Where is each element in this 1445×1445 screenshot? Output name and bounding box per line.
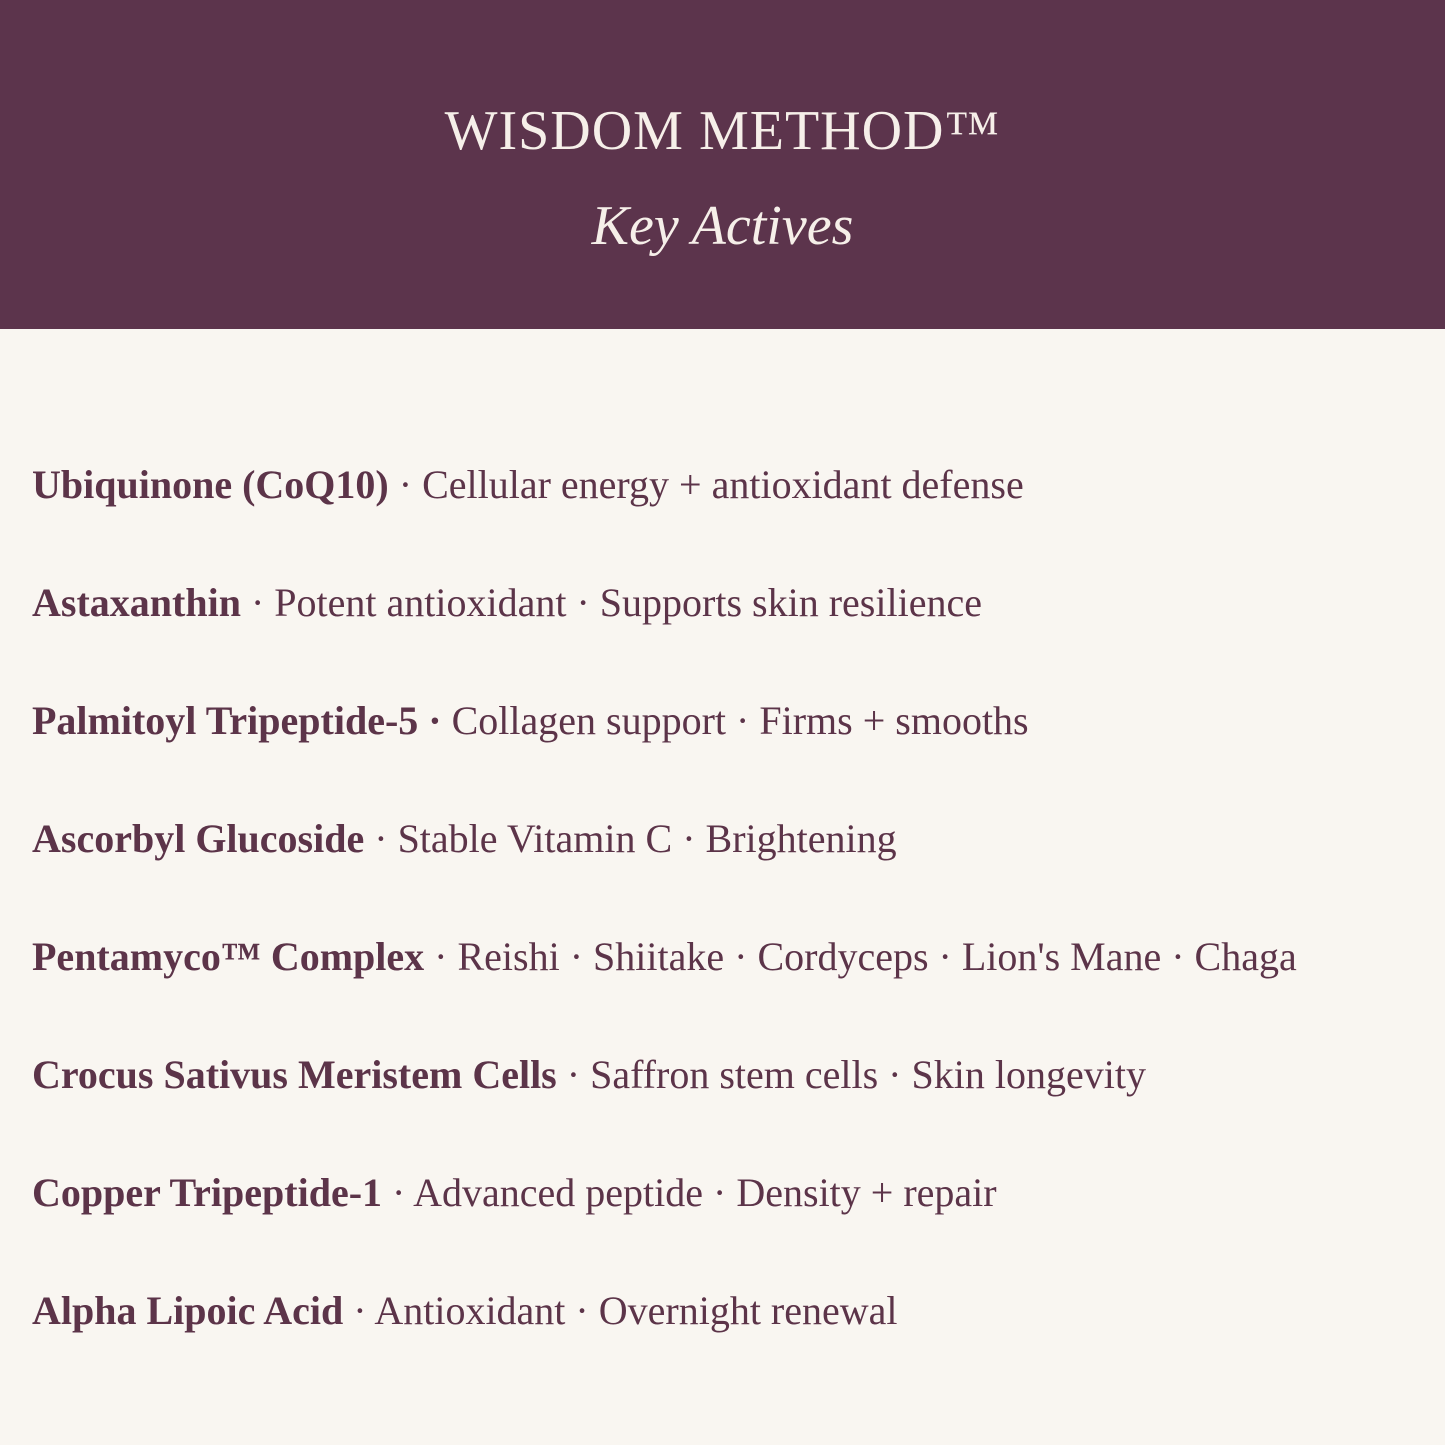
active-separator [442, 698, 452, 743]
active-separator: · [240, 580, 275, 625]
active-separator: · [388, 462, 423, 507]
active-separator: · [343, 1288, 375, 1333]
active-description: Advanced peptide · Density + repair [413, 1170, 997, 1215]
active-separator: · [424, 934, 458, 979]
active-name: Copper Tripeptide-1 [32, 1170, 383, 1215]
active-item-copper-tripeptide [32, 1164, 1422, 1282]
active-name: Ubiquinone (CoQ10) [32, 462, 389, 507]
active-description: Collagen support · Firms + smooths [451, 698, 1029, 743]
header-banner [0, 0, 1445, 329]
active-description: Cellular energy + antioxidant defense [422, 462, 1024, 507]
active-item-alpha-lipoic-acid [32, 1282, 1422, 1400]
active-description: Potent antioxidant · Supports skin resilience [274, 580, 982, 625]
active-name: Pentamyco™ Complex [32, 934, 425, 979]
active-separator: · [556, 1052, 591, 1097]
active-name: Alpha Lipoic Acid [32, 1288, 344, 1333]
active-item-ubiquinone [32, 456, 1422, 574]
brand-title: WISDOM METHOD™ [444, 100, 1001, 162]
active-name: Astaxanthin [32, 580, 241, 625]
active-item-ascorbyl-glucoside [32, 810, 1422, 928]
active-description: Reishi · Shiitake · Cordyceps · Lion's Mane · Chaga [457, 934, 1297, 979]
active-name: Ascorbyl Glucoside [32, 816, 365, 861]
key-actives-list [32, 456, 1422, 1400]
active-item-pentamyco-complex [32, 928, 1422, 1046]
page-subtitle: Key Actives [591, 195, 854, 257]
active-name: Palmitoyl Tripeptide-5 · [32, 698, 442, 743]
active-separator: · [382, 1170, 414, 1215]
active-item-astaxanthin [32, 574, 1422, 692]
active-item-palmitoyl-tripeptide [32, 692, 1422, 810]
active-description: Stable Vitamin C · Brightening [397, 816, 897, 861]
active-description: Saffron stem cells · Skin longevity [590, 1052, 1146, 1097]
active-item-crocus-sativus [32, 1046, 1422, 1164]
active-name: Crocus Sativus Meristem Cells [32, 1052, 557, 1097]
active-separator: · [364, 816, 398, 861]
active-description: Antioxidant · Overnight renewal [374, 1288, 898, 1333]
